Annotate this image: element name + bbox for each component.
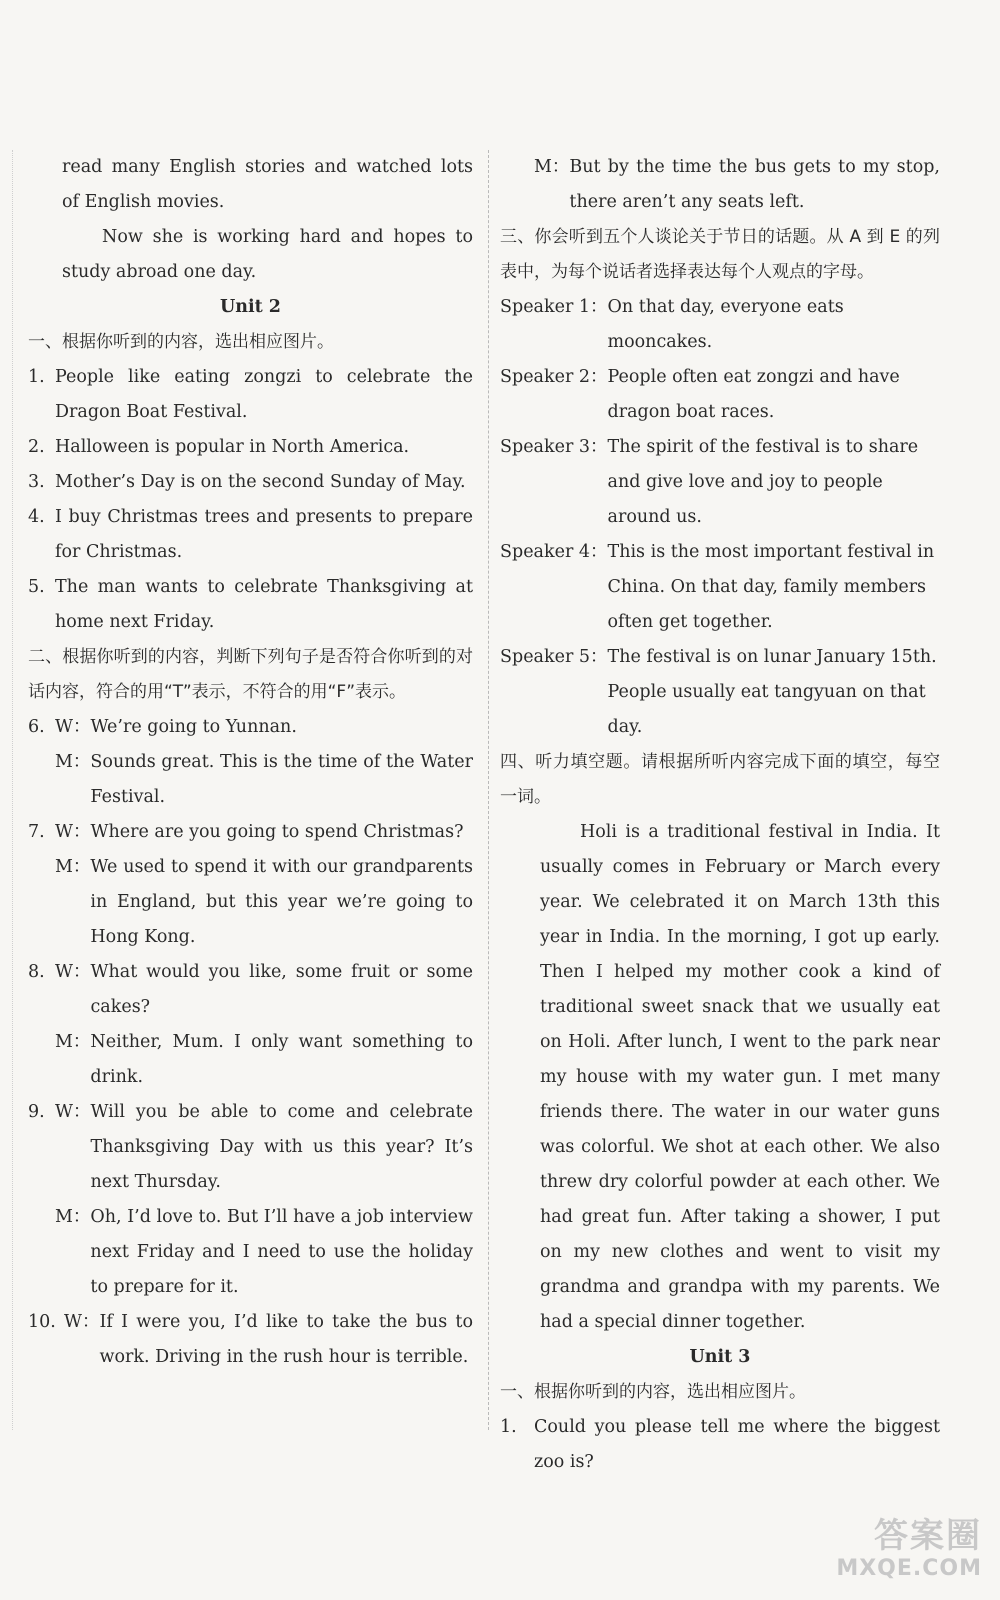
item-text: People like eating zongzi to celebrate the Dragon Boat Festival.: [55, 367, 473, 422]
column-divider: [488, 150, 489, 1430]
section4-passage: Holi is a traditional festival in India. It usually comes in February or March every year. We celebrated it on March 13th this year in India. In the morning, I got up early. Then I helped my mother cook a kind of traditional sweet snack that we usually eat on Holi. After lunch, I went to the park near my house with my water gun. I met many friends there. The water in our water guns was colorful. We shot at each other. We also threw dry colorful powder at each other. We had great fun. After taking a shower, I put on my new clothes and went to visit my grandma and grandpa with my parents. We had a special dinner together.: [540, 822, 940, 1332]
dialog-text: But by the time the bus gets to my stop, there aren’t any seats left.: [569, 157, 940, 212]
item-number: 1.: [28, 367, 45, 387]
dialog-text: Where are you going to spend Christmas?: [90, 822, 464, 842]
watermark-url: MXQE.COM: [836, 1556, 982, 1581]
list-item: [28, 360, 473, 430]
speaker-label: M：: [534, 157, 570, 177]
right-column: [500, 150, 940, 1480]
dialog-line: [55, 1025, 473, 1095]
dialog-text: Oh, I’d love to. But I’ll have a job interview next Friday and I need to use the holiday to prepare for it.: [90, 1207, 473, 1297]
item-text: Mother’s Day is on the second Sunday of May.: [55, 472, 466, 492]
item-number: 1.: [500, 1417, 517, 1437]
item-text: I buy Christmas trees and presents to prepare for Christmas.: [55, 507, 473, 562]
speaker-item: [500, 360, 940, 430]
speaker-label: Speaker 5：: [500, 647, 608, 667]
item-text: The man wants to celebrate Thanksgiving at home next Friday.: [55, 577, 473, 632]
list-item: [28, 570, 473, 640]
dialog-item: [28, 955, 473, 1095]
speaker-label: Speaker 2：: [500, 367, 608, 387]
intro-line-1: read many English stories and watched lots of English movies.: [62, 157, 473, 212]
item-number: 2.: [28, 437, 45, 457]
item-number: 9.: [28, 1102, 45, 1122]
speaker-item: [500, 535, 940, 640]
section2-heading: 二、根据你听到的内容，判断下列句子是否符合你听到的对话内容，符合的用“T”表示，不符合的用“F”表示。: [28, 647, 473, 702]
dialog-item: [28, 1095, 473, 1305]
dialog-text: We used to spend it with our grandparents in England, but this year we’re going to Hong Kong.: [90, 857, 473, 947]
speaker-label: W：: [55, 822, 91, 842]
speaker-item: [500, 640, 940, 745]
dialog-line: [55, 1095, 473, 1200]
dialog-line: [55, 815, 473, 850]
item-number: 5.: [28, 577, 45, 597]
dialog-line: [55, 710, 473, 745]
speaker-label: M：: [55, 752, 91, 772]
dialog-line: [64, 1305, 473, 1375]
speaker-item: [500, 430, 940, 535]
section3-heading: 三、你会听到五个人谈论关于节日的话题。从 A 到 E 的列表中，为每个说话者选择表达每个人观点的字母。: [500, 227, 940, 282]
list-item: [28, 465, 473, 500]
unit2-title: Unit 2: [220, 297, 281, 317]
dialog-item: [28, 815, 473, 955]
unit3-title: Unit 3: [689, 1347, 751, 1367]
item-text: Halloween is popular in North America.: [55, 437, 410, 457]
page-edge-line: [12, 150, 13, 1430]
intro-line-2: Now she is working hard and hopes to study abroad one day.: [62, 227, 473, 282]
dialog-text: If I were you, I’d like to take the bus to work. Driving in the rush hour is terrible.: [99, 1312, 473, 1367]
watermark-logo-text: 答案圈: [874, 1516, 982, 1556]
speaker-label: W：: [55, 717, 91, 737]
speaker-label: W：: [64, 1312, 100, 1332]
speaker-text: The spirit of the festival is to share and give love and joy to people around us.: [607, 437, 919, 527]
item-number: 6.: [28, 717, 45, 737]
speaker-label: M：: [55, 1207, 91, 1227]
site-watermark: [792, 1516, 982, 1586]
dialog-text: What would you like, some fruit or some cakes?: [90, 962, 473, 1017]
speaker-label: W：: [55, 1102, 91, 1122]
dialog-text: Neither, Mum. I only want something to drink.: [90, 1032, 473, 1087]
speaker-label: M：: [55, 1032, 91, 1052]
list-item: [28, 500, 473, 570]
speaker-label: M：: [55, 857, 91, 877]
dialog-item: [28, 1305, 473, 1375]
section1-heading: 一、根据你听到的内容，选出相应图片。: [28, 332, 334, 352]
speaker-label: W：: [55, 962, 91, 982]
item-number: 3.: [28, 472, 45, 492]
list-item: [28, 430, 473, 465]
speaker-text: People often eat zongzi and have dragon boat races.: [607, 367, 900, 422]
dialog-text: Will you be able to come and celebrate Thanksgiving Day with us this year? It’s next Thursday.: [90, 1102, 473, 1192]
dialog-line-continued: [500, 150, 940, 220]
speaker-label: Speaker 3：: [500, 437, 608, 457]
item-number: 8.: [28, 962, 45, 982]
section4-heading: 四、听力填空题。请根据所听内容完成下面的填空，每空一词。: [500, 752, 940, 807]
speaker-label: Speaker 1：: [500, 297, 608, 317]
speaker-text: The festival is on lunar January 15th. People usually eat tangyuan on that day.: [607, 647, 937, 737]
item-number: 4.: [28, 507, 45, 527]
dialog-line: [55, 850, 473, 955]
dialog-line: [55, 745, 473, 815]
item-text: Could you please tell me where the biggest zoo is?: [534, 1417, 940, 1472]
unit3-section1-heading: 一、根据你听到的内容，选出相应图片。: [500, 1382, 806, 1402]
dialog-item: [28, 710, 473, 815]
list-item: [500, 1410, 940, 1480]
dialog-line: [55, 1200, 473, 1305]
speaker-text: This is the most important festival in China. On that day, family members often get together.: [607, 542, 935, 632]
left-column: [28, 150, 473, 1375]
dialog-line: [55, 955, 473, 1025]
item-number: 7.: [28, 822, 45, 842]
dialog-text: We’re going to Yunnan.: [90, 717, 297, 737]
dialog-text: Sounds great. This is the time of the Water Festival.: [90, 752, 473, 807]
speaker-item: [500, 290, 940, 360]
speaker-text: On that day, everyone eats mooncakes.: [607, 297, 844, 352]
item-number: 10.: [28, 1312, 56, 1332]
speaker-label: Speaker 4：: [500, 542, 608, 562]
